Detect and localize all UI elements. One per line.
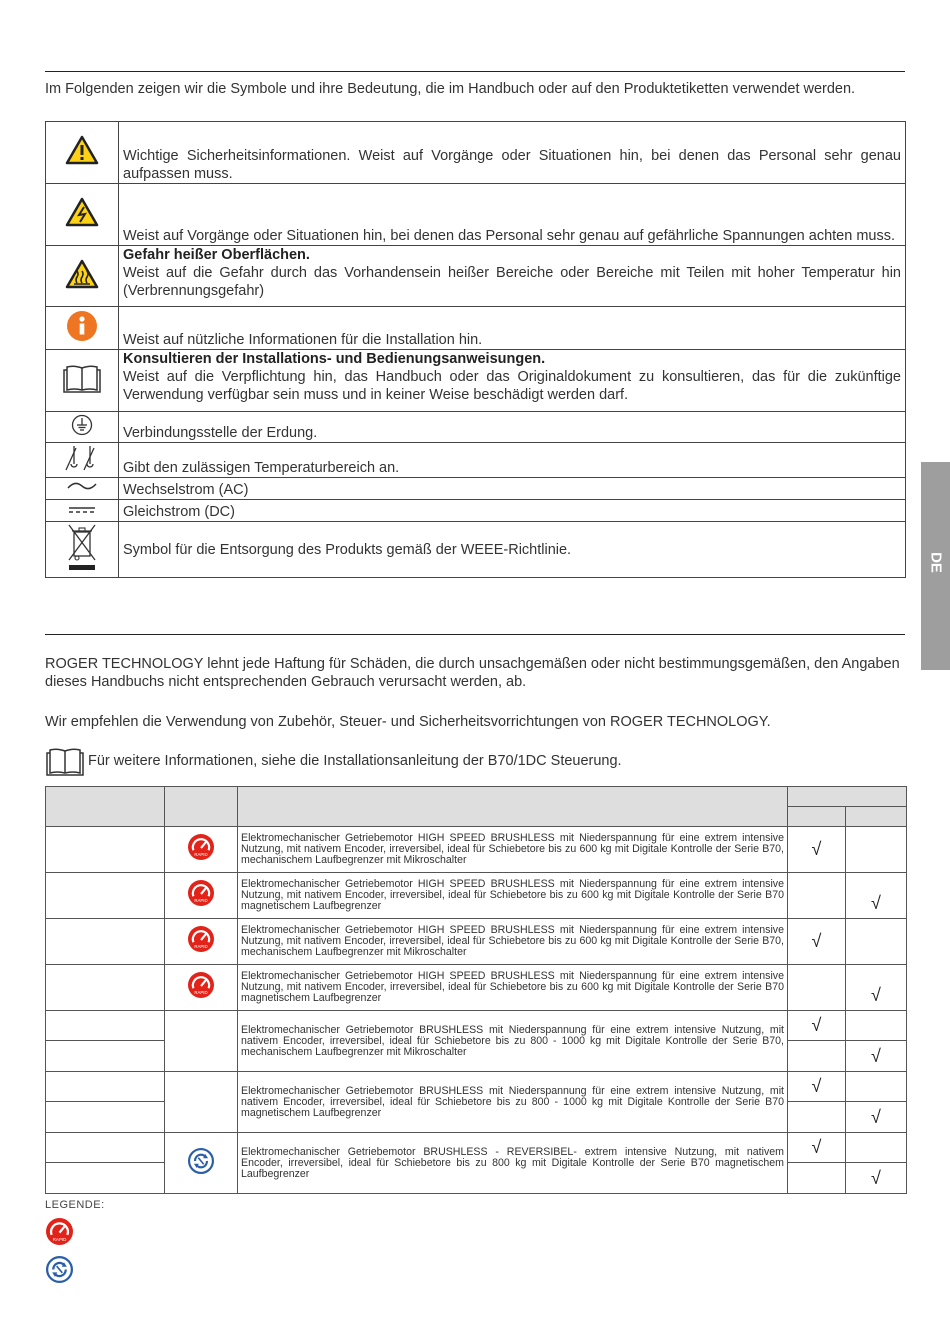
symbol-text: Weist auf die Gefahr durch das Vorhandensein heißer Bereiche oder Bereiche mit Teilen mit hoher Temperatur hin (Verbrennungsgefahr): [123, 265, 901, 299]
language-side-tab: DE: [921, 462, 950, 670]
top-rule: [45, 71, 905, 72]
symbol-text: Weist auf die Verpflichtung hin, das Handbuch oder das Originaldokument zu konsultieren, das für die zukünftige Verwendung verfügbar sein muss und in keiner Weise beschädigt werden darf.: [123, 369, 901, 403]
check-mark: √: [846, 1041, 907, 1072]
check-mark: √: [788, 1011, 846, 1041]
symbol-row: [46, 307, 906, 350]
symbol-text: Verbindungsstelle der Erdung.: [123, 425, 318, 441]
symbol-text: Weist auf Vorgänge oder Situationen hin, bei denen das Personal sehr genau auf gefährliche Spannungen achten muss.: [123, 228, 895, 244]
recommendation-paragraph: Wir empfehlen die Verwendung von Zubehör, Steuer- und Sicherheitsvorrichtungen von ROGER TECHNOLOGY.: [45, 714, 771, 730]
info-line-text: Für weitere Informationen, siehe die Installationsanleitung der B70/1DC Steuerung.: [88, 753, 622, 769]
symbol-row: [46, 443, 906, 478]
table-row: [46, 873, 907, 919]
symbol-text: Symbol für die Entsorgung des Produkts gemäß der WEEE-Richtlinie.: [123, 542, 572, 558]
check-mark: √: [788, 827, 846, 873]
product-description: Elektromechanischer Getriebemotor BRUSHLESS mit Niederspannung für eine extrem intensive Nutzung, mit nativem Encoder, irreversibel, ideal für Schiebetore bis zu 800 - 1000 kg mit Digitale Kontrolle der Serie B70, mechanischem Laufbegrenzer mit Mikroschalter: [238, 1011, 788, 1072]
temperature-range-icon: [62, 444, 102, 472]
ac-current-icon: [66, 479, 98, 493]
symbol-row: [46, 350, 906, 412]
table-row: [46, 919, 907, 965]
symbol-row: [46, 478, 906, 500]
rapid-speed-icon: [46, 1218, 73, 1245]
product-description: Elektromechanischer Getriebemotor HIGH SPEED BRUSHLESS mit Niederspannung für eine extrem intensive Nutzung, mit nativem Encoder, irreversibel, ideal für Schiebetore bis zu 600 kg mit Digitale Kontrolle der Serie B70, mechanischem Laufbegrenzer mit Mikroschalter: [238, 827, 788, 873]
table-row: [46, 1072, 907, 1102]
table-row: [46, 1133, 907, 1163]
header-cell: [788, 807, 846, 827]
product-description: Elektromechanischer Getriebemotor HIGH SPEED BRUSHLESS mit Niederspannung für eine extrem intensive Nutzung, mit nativem Encoder, irreversibel, ideal für Schiebetore bis zu 600 kg mit Digitale Kontrolle der Serie B70 magnetischem Laufbegrenzer: [238, 965, 788, 1011]
symbol-row: [46, 522, 906, 578]
rapid-speed-icon: [188, 880, 214, 906]
header-cell: [46, 787, 165, 827]
liability-paragraph: ROGER TECHNOLOGY lehnt jede Haftung für Schäden, die durch unsachgemäßen oder nicht bestimmungsgemäßen, den Angaben dieses Handbuchs nicht entsprechenden Gebrauch verursacht werden, ab.: [45, 656, 900, 690]
weee-bin-icon: [65, 522, 99, 572]
warning-triangle-icon: [65, 135, 99, 165]
check-mark: √: [788, 1072, 846, 1102]
symbol-row: [46, 246, 906, 307]
table-row: [46, 1011, 907, 1041]
symbol-text: Wechselstrom (AC): [123, 482, 249, 498]
product-table: [45, 786, 907, 1194]
header-cell: [846, 807, 907, 827]
header-cell: [165, 787, 238, 827]
section-rule: [45, 634, 905, 635]
check-mark: √: [788, 1133, 846, 1163]
symbol-text: Wichtige Sicherheitsinformationen. Weist auf Vorgänge oder Situationen hin, bei denen das Personal sehr genau aufpassen muss.: [123, 148, 901, 182]
check-mark: √: [846, 1163, 907, 1194]
reversible-icon: [188, 1148, 214, 1174]
dc-current-icon: [66, 503, 98, 515]
rapid-speed-icon: [188, 972, 214, 998]
manual-book-icon: [62, 362, 102, 394]
product-description: Elektromechanischer Getriebemotor HIGH SPEED BRUSHLESS mit Niederspannung für eine extrem intensive Nutzung, mit nativem Encoder, irreversibel, ideal für Schiebetore bis zu 600 kg mit Digitale Kontrolle der Serie B70, mechanischem Laufbegrenzer mit Mikroschalter: [238, 919, 788, 965]
reversible-icon: [46, 1256, 73, 1283]
symbol-title: Konsultieren der Installations- und Bedienungsanweisungen.: [123, 351, 546, 367]
info-icon: [66, 310, 98, 342]
check-mark: √: [846, 1102, 907, 1133]
check-mark: √: [846, 965, 907, 1011]
table-row: [46, 827, 907, 873]
symbol-text: Gibt den zulässigen Temperaturbereich an.: [123, 460, 400, 476]
product-description: Elektromechanischer Getriebemotor BRUSHLESS mit Niederspannung für eine extrem intensive Nutzung, mit nativem Encoder, irreversibel, ideal für Schiebetore bis zu 800 - 1000 kg mit Digitale Kontrolle der Serie B70 magnetischem Laufbegrenzer: [238, 1072, 788, 1133]
check-mark: √: [846, 873, 907, 919]
symbol-title: Gefahr heißer Oberflächen.: [123, 247, 310, 263]
table-row: [46, 965, 907, 1011]
symbols-table: [45, 121, 906, 578]
rapid-speed-icon: [188, 926, 214, 952]
earth-ground-icon: [71, 414, 93, 436]
symbol-row: [46, 184, 906, 246]
symbol-row: [46, 500, 906, 522]
hot-surface-icon: [65, 259, 99, 289]
legend-label: LEGENDE:: [45, 1199, 105, 1211]
symbols-intro: Im Folgenden zeigen wir die Symbole und ihre Bedeutung, die im Handbuch oder auf den Produktetiketten verwendet werden.: [45, 81, 856, 97]
header-cell: [238, 787, 788, 827]
rapid-speed-icon: [188, 834, 214, 860]
product-description: Elektromechanischer Getriebemotor BRUSHLESS - REVERSIBEL- extrem intensive Nutzung, mit nativem Encoder, irreversibel, ideal für Schiebetore bis zu 800 kg mit Digitale Kontrolle der Serie B70 magnetischem Laufbegrenzer: [238, 1133, 788, 1194]
high-voltage-icon: [65, 197, 99, 227]
symbol-text: Gleichstrom (DC): [123, 504, 235, 520]
product-description: Elektromechanischer Getriebemotor HIGH SPEED BRUSHLESS mit Niederspannung für eine extrem intensive Nutzung, mit nativem Encoder, irreversibel, ideal für Schiebetore bis zu 600 kg mit Digitale Kontrolle der Serie B70 magnetischem Laufbegrenzer: [238, 873, 788, 919]
info-line: [45, 745, 622, 777]
table-header-row: [46, 787, 907, 807]
manual-book-icon: [45, 745, 85, 777]
symbol-row: [46, 122, 906, 184]
check-mark: √: [788, 919, 846, 965]
symbol-text: Weist auf nützliche Informationen für die Installation hin.: [123, 332, 483, 348]
header-cell: [788, 787, 907, 807]
symbol-row: [46, 412, 906, 443]
